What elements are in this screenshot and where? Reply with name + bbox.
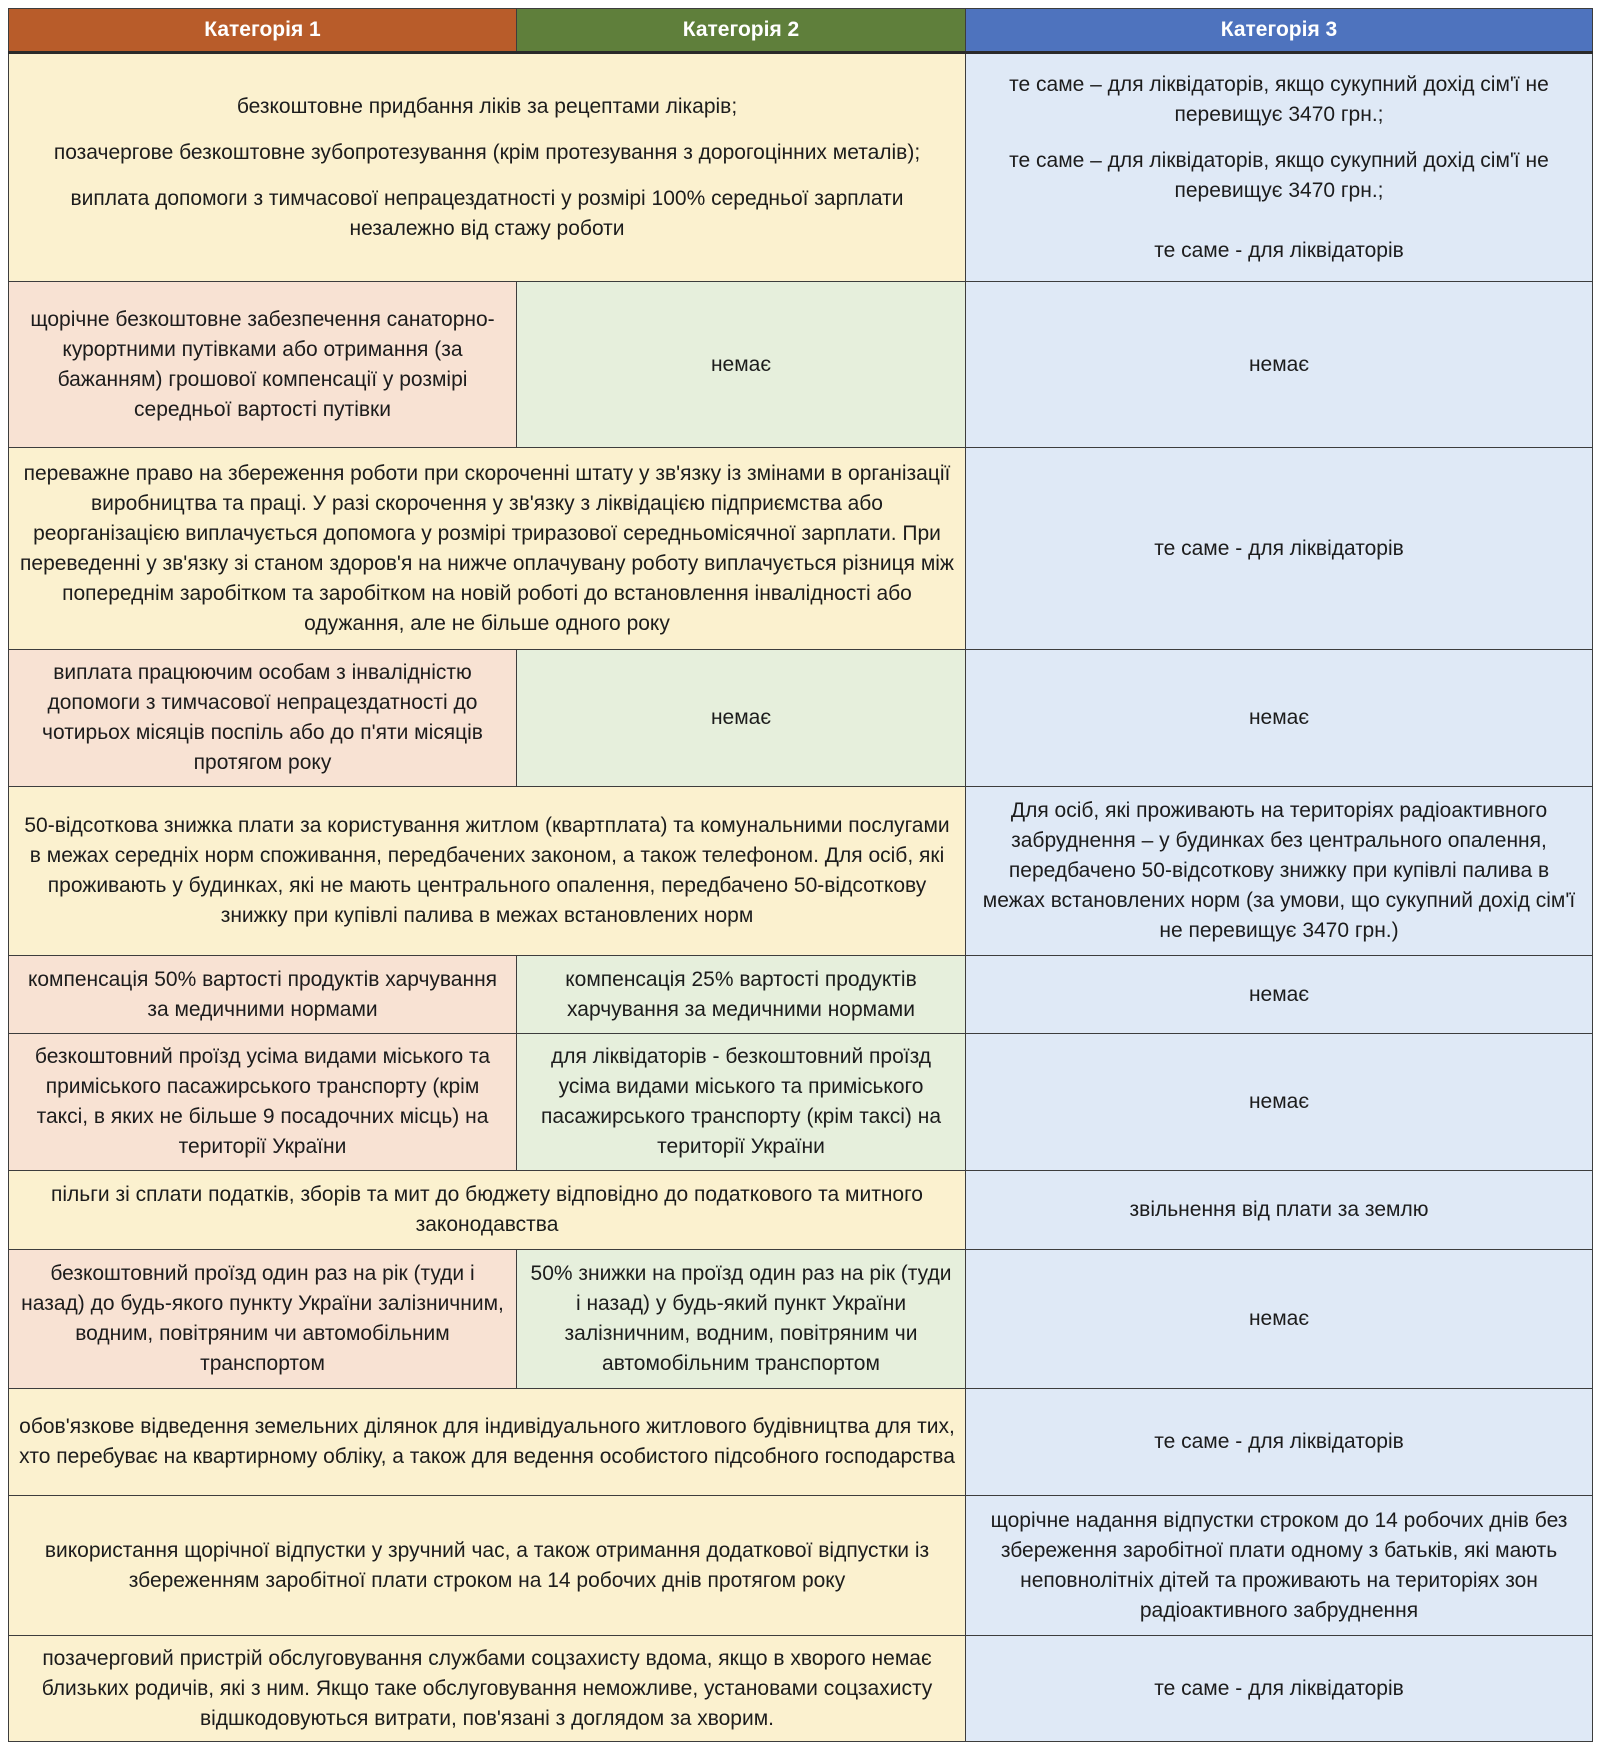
cell-category-1-2: пільги зі сплати податків, зборів та мит до бюджету відповідно до податкового та митного законодавства	[9, 1171, 966, 1250]
cell-category-2: немає	[517, 282, 966, 448]
cell-category-1-2: позачерговий пристрій обслуговування службами соцзахисту вдома, якщо в хворого немає близьких родичів, які з ним. Якщо таке обслуговування неможливе, установами соцзахисту відшкодовуються витрати, пов'язані з доглядом за хворим.	[9, 1636, 966, 1742]
cell-category-3: немає	[966, 282, 1593, 448]
cell-category-2: для ліквідаторів - безкоштовний проїзд усіма видами міського та приміського пасажирського транспорту (крім таксі) на території України	[517, 1034, 966, 1171]
table-row	[9, 1389, 1593, 1496]
cell-category-3: щорічне надання відпустки строком до 14 робочих днів без збереження заробітної плати одному з батьків, які мають неповнолітніх дітей та проживають на територіях зон радіоактивного забруднення	[966, 1496, 1593, 1636]
table-row	[9, 1171, 1593, 1250]
benefits-table-container	[8, 8, 1592, 1742]
table-row	[9, 787, 1593, 956]
cell-category-1: виплата працюючим особам з інвалідністю допомоги з тимчасової непрацездатності до чотирьох місяців поспіль або до п'яти місяців протягом року	[9, 650, 517, 787]
cell-category-1: безкоштовний проїзд усіма видами міського та приміського пасажирського транспорту (крім таксі, в яких не більше 9 посадочних місць) на території України	[9, 1034, 517, 1171]
table-row	[9, 1496, 1593, 1636]
cell-category-1-2: використання щорічної відпустки у зручний час, а також отримання додаткової відпустки із збереженням заробітної плати строком на 14 робочих днів протягом року	[9, 1496, 966, 1636]
table-row	[9, 1034, 1593, 1171]
header-category-3: Категорія 3	[966, 9, 1593, 53]
cell-text: позачергове безкоштовне зубопротезування (крім протезування з дорогоцінних металів);	[53, 140, 921, 164]
table-row	[9, 956, 1593, 1034]
benefits-comparison-table	[8, 8, 1593, 1742]
header-category-2: Категорія 2	[517, 9, 966, 53]
cell-category-2: 50% знижки на проїзд один раз на рік (туди і назад) у будь-який пункт України залізничним, водним, повітряним чи автомобільним транспортом	[517, 1250, 966, 1389]
cell-category-1: безкоштовний проїзд один раз на рік (туди і назад) до будь-якого пункту України залізничним, водним, повітряним чи автомобільним транспортом	[9, 1250, 517, 1389]
cell-category-3: немає	[966, 1250, 1593, 1389]
table-row	[9, 650, 1593, 787]
table-row	[9, 53, 1593, 282]
cell-category-3: те саме - для ліквідаторів	[966, 1389, 1593, 1496]
cell-category-2: немає	[517, 650, 966, 787]
cell-category-3: те саме - для ліквідаторів	[966, 1636, 1593, 1742]
cell-category-1-2	[9, 53, 966, 282]
cell-category-2: компенсація 25% вартості продуктів харчування за медичними нормами	[517, 956, 966, 1034]
cell-category-3: немає	[966, 1034, 1593, 1171]
cell-category-1: компенсація 50% вартості продуктів харчування за медичними нормами	[9, 956, 517, 1034]
cell-category-3	[966, 53, 1593, 282]
cell-category-3: немає	[966, 650, 1593, 787]
cell-category-1-2: переважне право на збереження роботи при скороченні штату у зв'язку із змінами в організації виробництва та праці. У разі скорочення у зв'язку з ліквідацією підприємства або реорганізацією виплачується допомога у розмірі триразової середньомісячної зарплати. При переведенні у зв'язку зі станом здоров'я на нижче оплачувану роботу виплачується різниця між попереднім заробітком та заробітком на новій роботі до встановлення інвалідності або одужання, але не більше одного року	[9, 448, 966, 650]
table-row	[9, 448, 1593, 650]
cell-category-3: звільнення від плати за землю	[966, 1171, 1593, 1250]
header-category-1: Категорія 1	[9, 9, 517, 53]
cell-category-1: щорічне безкоштовне забезпечення санаторно-курортними путівками або отримання (за бажанням) грошової компенсації у розмірі середньої вартості путівки	[9, 282, 517, 448]
cell-text: те саме - для ліквідаторів	[1154, 238, 1404, 262]
table-row	[9, 1250, 1593, 1389]
cell-text: те саме – для ліквідаторів, якщо сукупний дохід сім'ї не перевищує 3470 грн.;	[1009, 148, 1549, 202]
table-row	[9, 282, 1593, 448]
cell-category-1-2: 50-відсоткова знижка плати за користування житлом (квартплата) та комунальними послугами в межах середніх норм споживання, передбачених законом, а також телефоном. Для осіб, які проживають у будинках, які не мають центрального опалення, передбачено 50-відсоткову знижку при купівлі палива в межах встановлених норм	[9, 787, 966, 956]
table-row	[9, 1636, 1593, 1742]
cell-text: виплата допомоги з тимчасової непрацездатності у розмірі 100% середньої зарплати незалежно від стажу роботи	[70, 186, 904, 240]
header-row	[9, 9, 1593, 53]
cell-text: безкоштовне придбання ліків за рецептами лікарів;	[236, 94, 738, 118]
cell-category-3: Для осіб, які проживають на територіях радіоактивного забруднення – у будинках без центрального опалення, передбачено 50-відсоткову знижку при купівлі палива в межах встановлених норм (за умови, що сукупний дохід сім'ї не перевищує 3470 грн.)	[966, 787, 1593, 956]
cell-text: те саме – для ліквідаторів, якщо сукупний дохід сім'ї не перевищує 3470 грн.;	[1009, 72, 1549, 126]
cell-category-3: немає	[966, 956, 1593, 1034]
cell-category-3: те саме - для ліквідаторів	[966, 448, 1593, 650]
cell-category-1-2: обов'язкове відведення земельних ділянок для індивідуального житлового будівництва для тих, хто перебуває на квартирному обліку, а також для ведення особистого підсобного господарства	[9, 1389, 966, 1496]
